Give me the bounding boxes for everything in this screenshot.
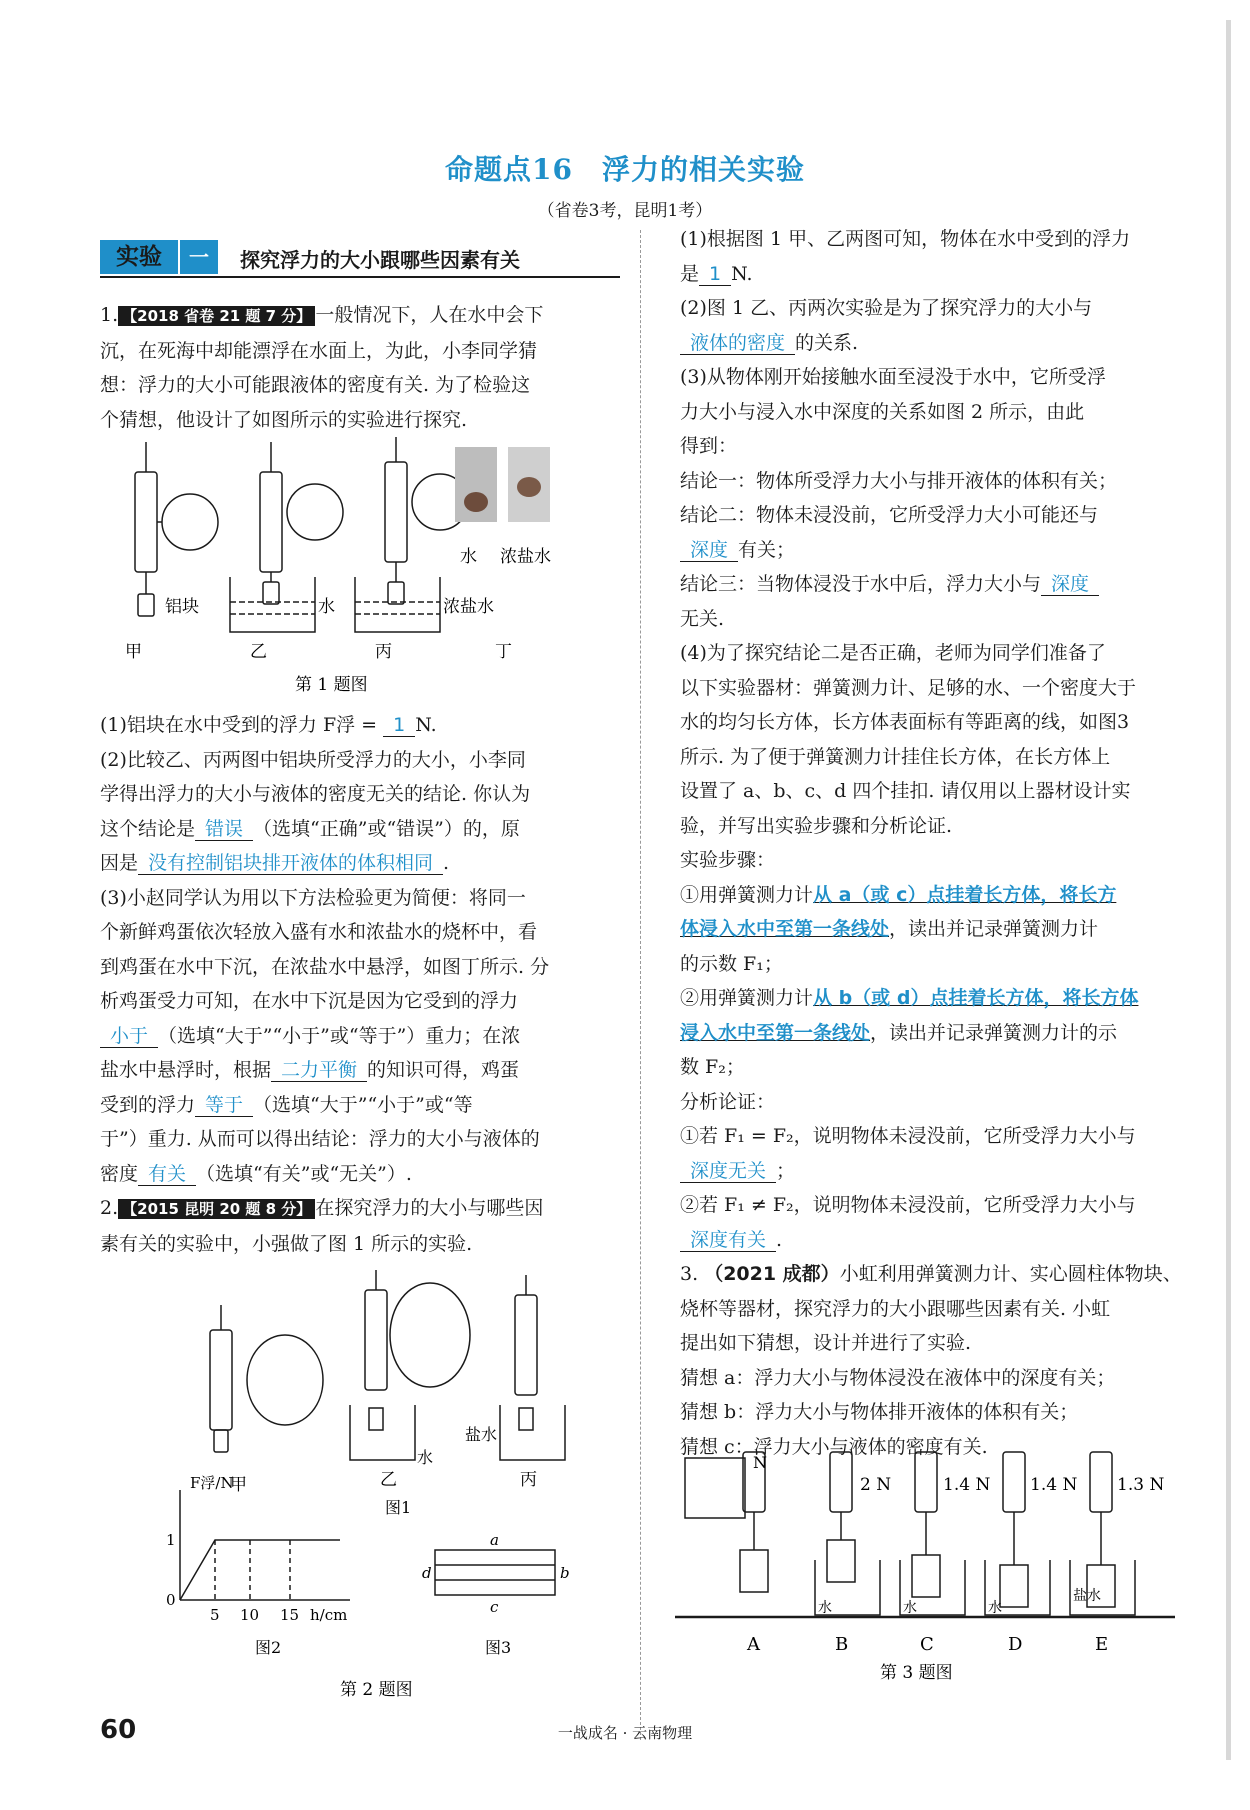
- label-al: 铝块: [165, 597, 199, 617]
- section-label: 实验: [100, 240, 178, 274]
- page-subtitle: （省卷3考，昆明1考）: [537, 201, 713, 221]
- svg-text:水: 水: [988, 1600, 1002, 1616]
- svg-text:甲: 甲: [230, 1475, 247, 1495]
- svg-text:丙: 丙: [520, 1470, 537, 1490]
- svg-text:D: D: [1008, 1634, 1023, 1655]
- q2-source-tag: 【2015 昆明 20 题 8 分】: [118, 1199, 315, 1219]
- question-1: 1. 【2018 省卷 21 题 7 分】 一般情况下，人在水中会下 沉，在死海中却能漂浮在水面上，为此，小李同学猜 想：浮力的大小可能跟液体的密度有关. 为了检验这 个猜想，他设计了如图所示的实验进行探究.: [100, 304, 544, 431]
- svg-text:水: 水: [318, 597, 335, 617]
- svg-text:1.3 N: 1.3 N: [1117, 1475, 1165, 1495]
- q1-figure-caption: 第 1 题图: [295, 675, 368, 695]
- svg-text:C: C: [920, 1634, 934, 1655]
- svg-text:水: 水: [818, 1600, 832, 1616]
- q3-figure: [675, 1440, 1195, 1710]
- column-divider: [640, 230, 641, 1740]
- svg-text:A: A: [747, 1634, 760, 1655]
- q1-source-tag: 【2018 省卷 21 题 7 分】: [118, 306, 315, 326]
- q1-answer-1: 1: [383, 714, 415, 737]
- section-title: 探究浮力的大小跟哪些因素有关: [240, 248, 520, 272]
- svg-text:图3: 图3: [485, 1638, 512, 1657]
- svg-text:c: c: [490, 1598, 499, 1616]
- svg-text:0: 0: [166, 1591, 176, 1609]
- svg-text:图2: 图2: [255, 1638, 282, 1657]
- svg-text:乙: 乙: [250, 642, 267, 662]
- svg-text:图1: 图1: [385, 1498, 412, 1517]
- q2-answers: (1)根据图 1 甲、乙两图可知，物体在水中受到的浮力 是 1 N. (2)图 1 乙、丙两次实验是为了探究浮力的大小与 液体的密度 的关系. (3)从物体刚开始接触水面至浸没于水中，它所受浮 力大小与浸入水中深度的关系如图 2 所示，由此 得到： 结论一：物体所受浮力大小与排开液体的体积有关； 结论二：物体未浸没前，它所受浮力大小可能还与 深度 有关； 结论三：当物体浸没于水中后，浮力大小与 深度 无关. (4)为了探究结论二是否正确，老师为同学们准备了 以下实验器材：弹簧测力计、足够的水、一个密度大于 水的均匀长方体，长方体表面标有等距离的线，如图3 所示. 为了便于弹簧测力计挂住长方体，在长方体上 设置了 a、b、c、d 四个挂扣. 请仅用以上器材设计实 验，并写出实验步骤和分析论证. 实验步骤： ①用弹簧测力计从 a（或 c）点挂着长方体，将长方 体浸入水中至第一条线处，读出并记录弹簧测力计 的示数 F₁； ②用弹簧测力计从 b（或 d）点挂着长方体，将长方体 浸入水中至第一条线处，读出并记录弹簧测力计的示 数 F₂； 分析论证： ①若 F₁ = F₂，说明物体未浸没前，它所受浮力大小与 深度无关 ； ②若 F₁ ≠ F₂，说明物体未浸没前，它所受浮力大小与 深度有关 . 3. （2021 成都）小虹利用弹簧测力计、实心圆柱体物块、 烧杯等器材，探究浮力的大小跟哪些因素有关. 小虹 提出如下猜想，设计并进行了实验. 猜想 a：浮力大小与物体浸没在液体中的深度有关； 猜想 b：浮力大小与物体排开液体的体积有关； 猜想 c：浮力大小与液体的密度有关.: [680, 228, 1182, 1458]
- svg-text:浓盐水: 浓盐水: [443, 597, 494, 617]
- page-title: 命题点16 浮力的相关实验: [445, 153, 805, 186]
- svg-text:浓盐水: 浓盐水: [500, 547, 551, 567]
- svg-text:d: d: [422, 1564, 432, 1582]
- svg-text:1.4 N: 1.4 N: [943, 1475, 991, 1495]
- svg-text:15: 15: [280, 1606, 300, 1624]
- svg-text:1: 1: [166, 1531, 176, 1549]
- svg-text:F浮/N: F浮/N: [190, 1474, 234, 1492]
- page-edge: [1226, 20, 1231, 1760]
- svg-text:盐水: 盐水: [465, 1425, 498, 1444]
- section-number: 一: [180, 240, 218, 274]
- svg-text:h/cm: h/cm: [310, 1606, 348, 1624]
- svg-text:丁: 丁: [495, 642, 512, 662]
- svg-text:水: 水: [460, 547, 477, 567]
- svg-text:N: N: [753, 1453, 767, 1472]
- svg-text:5: 5: [210, 1606, 220, 1624]
- q3-figure-caption: 第 3 题图: [880, 1663, 953, 1683]
- svg-text:10: 10: [240, 1606, 260, 1624]
- q1-answers: (1)铝块在水中受到的浮力 F浮 = 1 N. (2)比较乙、丙两图中铝块所受浮力的大小，小李同 学得出浮力的大小与液体的密度无关的结论. 你认为 这个结论是 错误 （选填“正确”或“错误”）的，原 因是 没有控制铝块排开液体的体积相同 . (3)小赵同学认为用以下方法检验更为简便：将同一 个新鲜鸡蛋依次轻放入盛有水和浓盐水的烧杯中，看 到鸡蛋在水中下沉，在浓盐水中悬浮，如图丁所示. 分 析鸡蛋受力可知，在水中下沉是因为它受到的浮力 小于 （选填“大于”“小于”或“等于”）重力；在浓 盐水中悬浮时，根据 二力平衡 的知识可得，鸡蛋 受到的浮力 等于 （选填“大于”“小于”或“等 于”）重力. 从而可以得出结论：浮力的大小与液体的 密度 有关 （选填“有关”或“无关”）. 2. 【2015 昆明 20 题 8 分】 在探究浮力的大小与哪些因 素有关的实验中，小强做了图 1 所示的实验.: [100, 714, 550, 1255]
- svg-text:水: 水: [417, 1448, 434, 1467]
- svg-text:2 N: 2 N: [860, 1475, 892, 1495]
- q2-figure: [166, 1270, 630, 1710]
- footer-book-title: 一战成名 · 云南物理: [557, 1724, 693, 1742]
- svg-text:甲: 甲: [125, 642, 142, 662]
- svg-text:b: b: [560, 1564, 570, 1582]
- q2-figure-caption: 第 2 题图: [340, 1680, 413, 1700]
- q3-source-tag: （2021 成都）: [704, 1263, 840, 1285]
- svg-text:B: B: [835, 1634, 849, 1655]
- svg-text:水: 水: [903, 1600, 917, 1616]
- svg-text:E: E: [1095, 1634, 1109, 1655]
- svg-text:a: a: [490, 1531, 499, 1549]
- svg-text:乙: 乙: [380, 1470, 397, 1490]
- svg-text:1.4 N: 1.4 N: [1030, 1475, 1078, 1495]
- q1-figure: [110, 432, 640, 695]
- svg-text:丙: 丙: [375, 642, 392, 662]
- page-number: 60: [100, 1715, 137, 1745]
- svg-text:盐水: 盐水: [1073, 1588, 1101, 1604]
